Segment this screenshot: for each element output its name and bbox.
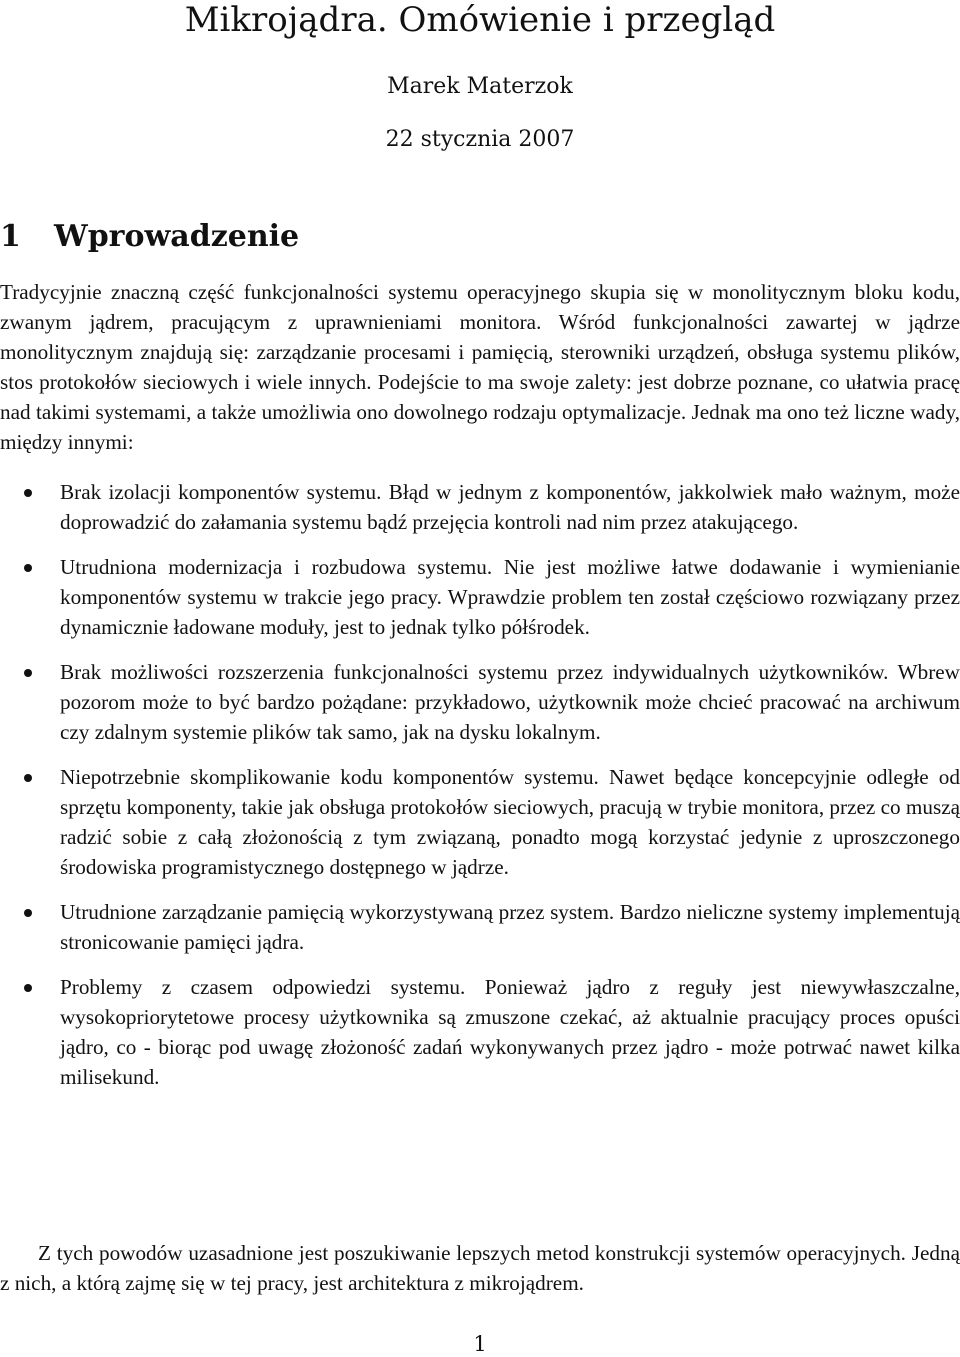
bullet-icon (24, 774, 32, 782)
bullet-icon (24, 984, 32, 992)
list-item-text: Utrudnione zarządzanie pamięcią wykorzystywaną przez system. Bardzo nieliczne systemy implementują stronicowanie pamięci jądra. (60, 900, 960, 954)
list-item (0, 657, 960, 747)
bullet-icon (24, 909, 32, 917)
closing-paragraph: Z tych powodów uzasadnione jest poszukiwanie lepszych metod konstrukcji systemów operacyjnych. Jedną z nich, a którą zajmę się w tej pracy, jest architektura z mikrojądrem. (0, 1241, 960, 1295)
list-item-text: Niepotrzebnie skomplikowanie kodu komponentów systemu. Nawet będące koncepcyjnie odległe od sprzętu komponenty, takie jak obsługa protokołów sieciowych, pracują w trybie monitora, przez co muszą radzić sobie z całą złożonością z tym związaną, ponadto mogą korzystać jedynie z uproszczonego środowiska programistycznego dostępnego w jądrze. (60, 765, 960, 879)
page-number: 1 (473, 1332, 487, 1356)
document-date: 22 stycznia 2007 (385, 127, 575, 152)
list-item-text: Problemy z czasem odpowiedzi systemu. Ponieważ jądro z reguły jest niewywłaszczalne, wysokopriorytetowe procesy użytkownika są zmuszone czekać, aż aktualnie pracujący proces opuści jądro, co - biorąc pod uwagę złożoność zadań wykonywanych przez jądro - może potrwać nawet kilka milisekund. (60, 975, 960, 1089)
drawbacks-list (0, 477, 960, 1107)
list-item-text: Brak możliwości rozszerzenia funkcjonalności systemu przez indywidualnych użytkowników. Wbrew pozorom może to być bardzo pożądane: przykładowo, użytkownik może chcieć pracować na archiwum czy zdalnym systemie plików tak samo, jak na dysku lokalnym. (60, 660, 960, 744)
author-name: Marek Materzok (387, 74, 573, 99)
intro-paragraph: Tradycyjnie znaczną część funkcjonalności systemu operacyjnego skupia się w monolitycznym bloku kodu, zwanym jądrem, pracującym z uprawnieniami monitora. Wśród funkcjonalności zawartej w jądrze monolitycznym znajdują się: zarządzanie procesami i pamięcią, sterowniki urządzeń, obsługa systemu plików, stos protokołów sieciowych i wiele innych. Podejście to ma swoje zalety: jest dobrze poznane, co ułatwia pracę nad takimi systemami, a także umożliwia ono dowolnego rodzaju optymalizacje. Jednak ma ono też liczne wady, między innymi: (0, 280, 960, 454)
bullet-icon (24, 489, 32, 497)
list-item-text: Brak izolacji komponentów systemu. Błąd w jednym z komponentów, jakkolwiek mało ważnym, może doprowadzić do załamania systemu bądź przejęcia kontroli nad nim przez atakującego. (60, 480, 960, 534)
list-item (0, 477, 960, 537)
section-number: 1 (0, 219, 21, 254)
list-item-text: Utrudniona modernizacja i rozbudowa systemu. Nie jest możliwe łatwe dodawanie i wymienianie komponentów systemu w trakcie jego pracy. Wprawdzie problem ten został częściowo rozwiązany przez dynamicznie ładowane moduły, jest to jednak tylko półśrodek. (60, 555, 960, 639)
list-item (0, 897, 960, 957)
document-title: Mikrojądra. Omówienie i przegląd (184, 0, 776, 40)
bullet-icon (24, 564, 32, 572)
bullet-icon (24, 669, 32, 677)
list-item (0, 762, 960, 882)
list-item (0, 972, 960, 1092)
list-item (0, 552, 960, 642)
section-heading (0, 218, 299, 256)
section-title: Wprowadzenie (54, 219, 300, 254)
